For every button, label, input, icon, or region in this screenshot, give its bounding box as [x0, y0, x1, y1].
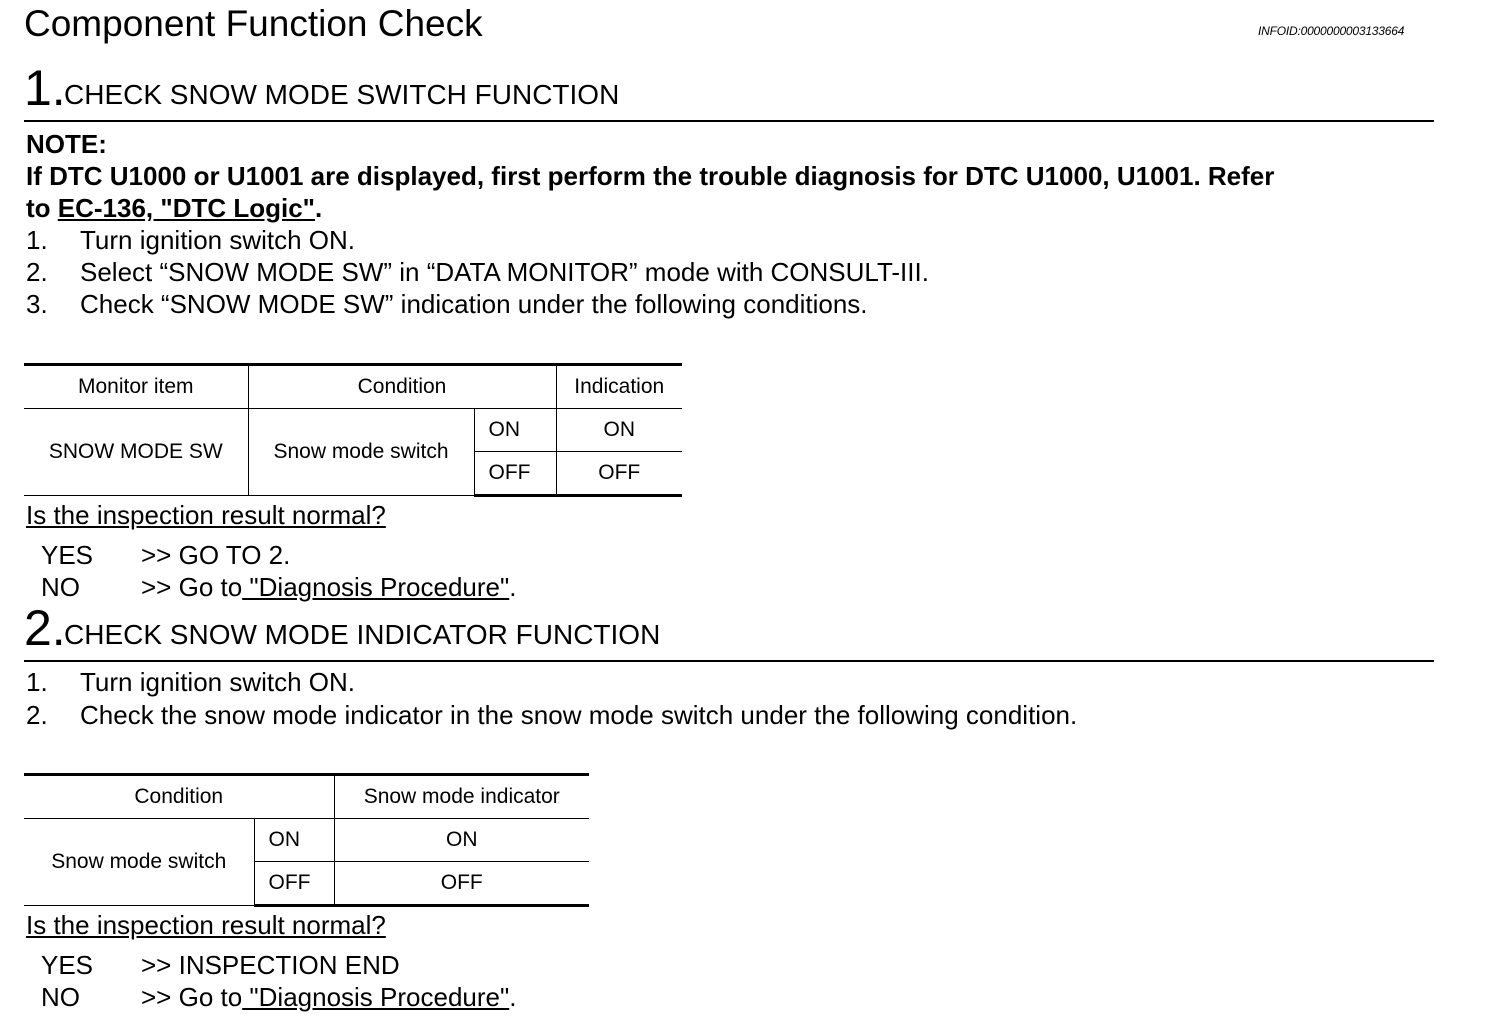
cell-monitor-item: SNOW MODE SW	[24, 409, 248, 496]
indicator-table	[24, 773, 589, 907]
cell-state-off: OFF	[474, 452, 556, 496]
step-2-item-1-text: Turn ignition switch ON.	[80, 667, 356, 697]
table-row	[24, 409, 682, 452]
cell-indication-on: ON	[556, 409, 682, 452]
step-1-item-2-text: Select “SNOW MODE SW” in “DATA MONITOR” mode with CONSULT-III.	[80, 257, 929, 287]
step-2-number: 2.	[24, 600, 66, 656]
step-1-no-text	[141, 571, 516, 603]
step-1-no-prefix: >> Go to	[141, 572, 243, 602]
step-1-item-1-text: Turn ignition switch ON.	[80, 225, 356, 255]
step-1-item-3-number: 3.	[26, 289, 48, 319]
step-2-diagnosis-link[interactable]: "Diagnosis Procedure"	[242, 982, 510, 1012]
step-1-no-suffix: .	[509, 572, 517, 602]
header-condition: Condition	[248, 365, 556, 409]
cell-state-off: OFF	[254, 862, 334, 906]
cell-condition: Snow mode switch	[24, 819, 254, 906]
note-label: NOTE:	[26, 129, 107, 159]
step-1-item-1-number: 1.	[26, 225, 48, 255]
table-header-row	[24, 775, 589, 819]
note-suffix: .	[315, 193, 323, 223]
monitor-table	[24, 363, 682, 497]
step-1-diagnosis-link[interactable]: "Diagnosis Procedure"	[242, 572, 510, 602]
cell-indicator-off: OFF	[334, 862, 589, 906]
header-condition: Condition	[24, 775, 334, 819]
step-1-item-2-number: 2.	[26, 257, 48, 287]
step-2-yes-text: >> INSPECTION END	[141, 950, 400, 980]
step-1-yes-text: >> GO TO 2.	[141, 540, 291, 570]
table-header-row	[24, 365, 682, 409]
dtc-logic-link[interactable]: EC-136, "DTC Logic"	[57, 193, 316, 223]
header-indication: Indication	[556, 365, 682, 409]
step-2-no-label: NO	[41, 982, 80, 1012]
note-line-1: If DTC U1000 or U1001 are displayed, first perform the trouble diagnosis for DTC U1000, U1001. Refer	[26, 161, 1275, 191]
step-1-no-label: NO	[41, 572, 80, 602]
step-1-yes-label: YES	[41, 540, 94, 570]
step-2-title: CHECK SNOW MODE INDICATOR FUNCTION	[64, 619, 661, 650]
header-snow-mode-indicator: Snow mode indicator	[334, 775, 589, 819]
cell-state-on: ON	[474, 409, 556, 452]
step-1-title: CHECK SNOW MODE SWITCH FUNCTION	[64, 79, 620, 110]
step-1-header	[24, 62, 1434, 122]
note-prefix: to	[26, 193, 58, 223]
step-2-header	[24, 602, 1434, 662]
cell-indication-off: OFF	[556, 452, 682, 496]
step-2-no-suffix: .	[509, 982, 517, 1012]
cell-state-on: ON	[254, 819, 334, 862]
header-monitor-item: Monitor item	[24, 365, 248, 409]
page-title: Component Function Check	[24, 3, 483, 44]
step-2-item-2-text: Check the snow mode indicator in the snow mode switch under the following condition.	[80, 700, 1078, 730]
step-1-item-3-text: Check “SNOW MODE SW” indication under the following conditions.	[80, 289, 868, 319]
step-2-question: Is the inspection result normal?	[26, 910, 386, 940]
cell-indicator-on: ON	[334, 819, 589, 862]
step-2-item-2-number: 2.	[26, 700, 48, 730]
step-2-item-1-number: 1.	[26, 667, 48, 697]
step-2-no-text	[141, 981, 516, 1013]
note-line-2	[26, 192, 322, 224]
step-1-number: 1.	[24, 60, 66, 116]
table-row	[24, 819, 589, 862]
info-id: INFOID:0000000003133664	[1258, 24, 1405, 38]
step-2-yes-label: YES	[41, 950, 94, 980]
step-2-no-prefix: >> Go to	[141, 982, 243, 1012]
cell-condition: Snow mode switch	[248, 409, 474, 496]
step-1-question: Is the inspection result normal?	[26, 500, 386, 530]
